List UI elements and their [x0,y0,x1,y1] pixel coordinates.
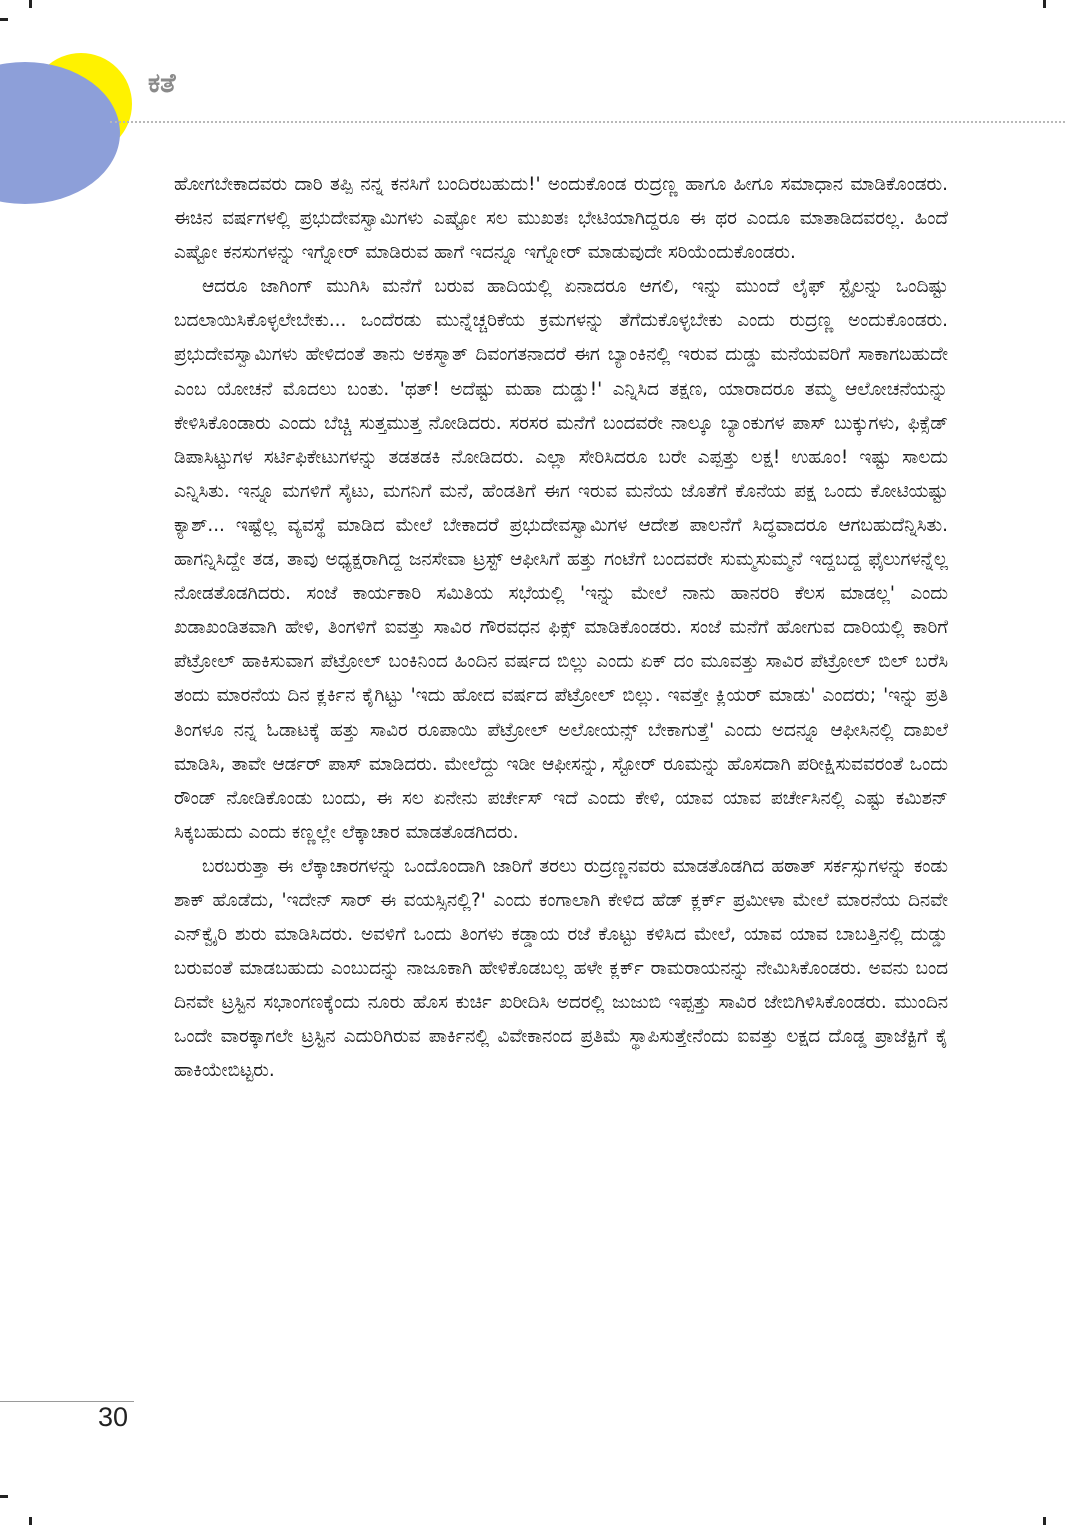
crop-mark-top-right [1043,0,1046,8]
page-number: 30 [98,1402,129,1432]
story-body [174,168,948,1089]
header-dotted-divider [110,121,1065,123]
paragraph-2: ಆದರೂ ಜಾಗಿಂಗ್ ಮುಗಿಸಿ ಮನೆಗೆ ಬರುವ ಹಾದಿಯಲ್ಲಿ ಏನಾದರೂ ಆಗಲಿ, ಇನ್ನು ಮುಂದೆ ಲೈಫ್ ಸ್ಟೈಲನ್ನು ಒಂದಿಷ್ಟು ಬದಲಾಯಿಸಿಕೊಳ್ಳಲೇಬೇಕು... ಒಂದೆರಡು ಮುನ್ನೆಚ್ಚರಿಕೆಯ ಕ್ರಮಗಳನ್ನು ತೆಗೆದುಕೊಳ್ಳಬೇಕು ಎಂದು ರುದ್ರಣ್ಣ ಅಂದುಕೊಂಡರು. ಪ್ರಭುದೇವಸ್ವಾಮಿಗಳು ಹೇಳಿದಂತೆ ತಾನು ಅಕಸ್ಮಾತ್ ದಿವಂಗತನಾದರೆ ಈಗ ಬ್ಯಾಂಕಿನಲ್ಲಿ ಇರುವ ದುಡ್ಡು ಮನೆಯವರಿಗೆ ಸಾಕಾಗಬಹುದೇ ಎಂಬ ಯೋಚನೆ ಮೊದಲು ಬಂತು. 'ಥತ್! ಅದೆಷ್ಟು ಮಹಾ ದುಡ್ಡು!' ಎನ್ನಿಸಿದ ತಕ್ಷಣ, ಯಾರಾದರೂ ತಮ್ಮ ಆಲೋಚನೆಯನ್ನು ಕೇಳಿಸಿಕೊಂಡಾರು ಎಂದು ಬೆಚ್ಚಿ ಸುತ್ತಮುತ್ತ ನೋಡಿದರು. ಸರಸರ ಮನೆಗೆ ಬಂದವರೇ ನಾಲ್ಕೂ ಬ್ಯಾಂಕುಗಳ ಪಾಸ್ ಬುಕ್ಕುಗಳು, ಫಿಕ್ಸೆಡ್ ಡಿಪಾಸಿಟ್ಟುಗಳ ಸರ್ಟಿಫಿಕೇಟುಗಳನ್ನು ತಡತಡಕಿ ನೋಡಿದರು. ಎಲ್ಲಾ ಸೇರಿಸಿದರೂ ಬರೇ ಎಪ್ಪತ್ತು ಲಕ್ಷ! ಉಹೂಂ! ಇಷ್ಟು ಸಾಲದು ಎನ್ನಿಸಿತು. ಇನ್ನೂ ಮಗಳಿಗೆ ಸೈಟು, ಮಗನಿಗೆ ಮನೆ, ಹೆಂಡತಿಗೆ ಈಗ ಇರುವ ಮನೆಯ ಜೊತೆಗೆ ಕೊನೆಯ ಪಕ್ಷ ಒಂದು ಕೋಟಿಯಷ್ಟು ಕ್ಯಾಶ್... ಇಷ್ಟೆಲ್ಲ ವ್ಯವಸ್ಥೆ ಮಾಡಿದ ಮೇಲೆ ಬೇಕಾದರೆ ಪ್ರಭುದೇವಸ್ವಾಮಿಗಳ ಆದೇಶ ಪಾಲನೆಗೆ ಸಿದ್ಧವಾದರೂ ಆಗಬಹುದೆನ್ನಿಸಿತು. ಹಾಗನ್ನಿಸಿದ್ದೇ ತಡ, ತಾವು ಅಧ್ಯಕ್ಷರಾಗಿದ್ದ ಜನಸೇವಾ ಟ್ರಸ್ಟ್ ಆಫೀಸಿಗೆ ಹತ್ತು ಗಂಟೆಗೆ ಬಂದವರೇ ಸುಮ್ಮಸುಮ್ಮನೆ ಇದ್ದಬದ್ದ ಫೈಲುಗಳನ್ನೆಲ್ಲ ನೋಡತೊಡಗಿದರು. ಸಂಜೆ ಕಾರ್ಯಕಾರಿ ಸಮಿತಿಯ ಸಭೆಯಲ್ಲಿ 'ಇನ್ನು ಮೇಲೆ ನಾನು ಹಾನರರಿ ಕೆಲಸ ಮಾಡಲ್ಲ' ಎಂದು ಖಡಾಖಂಡಿತವಾಗಿ ಹೇಳಿ, ತಿಂಗಳಿಗೆ ಐವತ್ತು ಸಾವಿರ ಗೌರವಧನ ಫಿಕ್ಸ್ ಮಾಡಿಕೊಂಡರು. ಸಂಜೆ ಮನೆಗೆ ಹೋಗುವ ದಾರಿಯಲ್ಲಿ ಕಾರಿಗೆ ಪೆಟ್ರೋಲ್ ಹಾಕಿಸುವಾಗ ಪೆಟ್ರೋಲ್ ಬಂಕಿನಿಂದ ಹಿಂದಿನ ವರ್ಷದ ಬಿಲ್ಲು ಎಂದು ಏಕ್ ದಂ ಮೂವತ್ತು ಸಾವಿರ ಪೆಟ್ರೋಲ್ ಬಿಲ್ ಬರೆಸಿ ತಂದು ಮಾರನೆಯ ದಿನ ಕ್ಲರ್ಕಿನ ಕೈಗಿಟ್ಟು 'ಇದು ಹೋದ ವರ್ಷದ ಪೆಟ್ರೋಲ್ ಬಿಲ್ಲು. ಇವತ್ತೇ ಕ್ಲಿಯರ್ ಮಾಡು' ಎಂದರು; 'ಇನ್ನು ಪ್ರತಿ ತಿಂಗಳೂ ನನ್ನ ಓಡಾಟಕ್ಕೆ ಹತ್ತು ಸಾವಿರ ರೂಪಾಯಿ ಪೆಟ್ರೋಲ್ ಅಲೋಯನ್ಸ್ ಬೇಕಾಗುತ್ತೆ' ಎಂದು ಅದನ್ನೂ ಆಫೀಸಿನಲ್ಲಿ ದಾಖಲೆ ಮಾಡಿಸಿ, ತಾವೇ ಆರ್ಡರ್ ಪಾಸ್ ಮಾಡಿದರು. ಮೇಲೆದ್ದು ಇಡೀ ಆಫೀಸನ್ನು, ಸ್ಟೋರ್ ರೂಮನ್ನು ಹೊಸದಾಗಿ ಪರೀಕ್ಷಿಸುವವರಂತೆ ಒಂದು ರೌಂಡ್ ನೋಡಿಕೊಂಡು ಬಂದು, ಈ ಸಲ ಏನೇನು ಪರ್ಚೇಸ್ ಇದೆ ಎಂದು ಕೇಳಿ, ಯಾವ ಯಾವ ಪರ್ಚೇಸಿನಲ್ಲಿ ಎಷ್ಟು ಕಮಿಶನ್ ಸಿಕ್ಕಬಹುದು ಎಂದು ಕಣ್ಣಲ್ಲೇ ಲೆಕ್ಕಾಚಾರ ಮಾಡತೊಡಗಿದರು. [174,276,948,843]
crop-mark-bottom-center [29,1517,32,1525]
crop-mark-top-left [0,18,8,21]
crop-mark-bottom-right [1043,1517,1046,1525]
crop-mark-bottom-left [0,1495,8,1498]
paragraph-1: ಹೋಗಬೇಕಾದವರು ದಾರಿ ತಪ್ಪಿ ನನ್ನ ಕನಸಿಗೆ ಬಂದಿರಬಹುದು!' ಅಂದುಕೊಂಡ ರುದ್ರಣ್ಣ ಹಾಗೂ ಹೀಗೂ ಸಮಾಧಾನ ಮಾಡಿಕೊಂಡರು. ಈಚಿನ ವರ್ಷಗಳಲ್ಲಿ ಪ್ರಭುದೇವಸ್ವಾಮಿಗಳು ಎಷ್ಟೋ ಸಲ ಮುಖತಃ ಭೇಟಿಯಾಗಿದ್ದರೂ ಈ ಥರ ಎಂದೂ ಮಾತಾಡಿದವರಲ್ಲ. ಹಿಂದೆ ಎಷ್ಟೋ ಕನಸುಗಳನ್ನು ಇಗ್ನೋರ್ ಮಾಡಿರುವ ಹಾಗೆ ಇದನ್ನೂ ಇಗ್ನೋರ್ ಮಾಡುವುದೇ ಸರಿಯೆಂದುಕೊಂಡರು. [174,174,948,264]
paragraph-3: ಬರಬರುತ್ತಾ ಈ ಲೆಕ್ಕಾಚಾರಗಳನ್ನು ಒಂದೊಂದಾಗಿ ಜಾರಿಗೆ ತರಲು ರುದ್ರಣ್ಣನವರು ಮಾಡತೊಡಗಿದ ಹಠಾತ್ ಸರ್ಕಸ್ಸುಗಳನ್ನು ಕಂಡು ಶಾಕ್ ಹೊಡೆದು, 'ಇದೇನ್ ಸಾರ್ ಈ ವಯಸ್ಸಿನಲ್ಲಿ?' ಎಂದು ಕಂಗಾಲಾಗಿ ಕೇಳಿದ ಹೆಡ್ ಕ್ಲರ್ಕ್ ಪ್ರಮೀಳಾ ಮೇಲೆ ಮಾರನೆಯ ದಿನವೇ ಎನ್‌ಕ್ವೈರಿ ಶುರು ಮಾಡಿಸಿದರು. ಅವಳಿಗೆ ಒಂದು ತಿಂಗಳು ಕಡ್ಡಾಯ ರಜೆ ಕೊಟ್ಟು ಕಳಿಸಿದ ಮೇಲೆ, ಯಾವ ಯಾವ ಬಾಬತ್ತಿನಲ್ಲಿ ದುಡ್ಡು ಬರುವಂತೆ ಮಾಡಬಹುದು ಎಂಬುದನ್ನು ನಾಜೂಕಾಗಿ ಹೇಳಿಕೊಡಬಲ್ಲ ಹಳೇ ಕ್ಲರ್ಕ್ ರಾಮರಾಯನನ್ನು ನೇಮಿಸಿಕೊಂಡರು. ಅವನು ಬಂದ ದಿನವೇ ಟ್ರಸ್ಟಿನ ಸಭಾಂಗಣಕ್ಕೆಂದು ನೂರು ಹೊಸ ಕುರ್ಚಿ ಖರೀದಿಸಿ ಅದರಲ್ಲಿ ಜುಜುಬಿ ಇಪ್ಪತ್ತು ಸಾವಿರ ಜೇಬಿಗಿಳಿಸಿಕೊಂಡರು. ಮುಂದಿನ ಒಂದೇ ವಾರಕ್ಕಾಗಲೇ ಟ್ರಸ್ಟಿನ ಎದುರಿಗಿರುವ ಪಾರ್ಕಿನಲ್ಲಿ ವಿವೇಕಾನಂದ ಪ್ರತಿಮೆ ಸ್ಥಾಪಿಸುತ್ತೇನೆಂದು ಐವತ್ತು ಲಕ್ಷದ ದೊಡ್ಡ ಪ್ರಾಜೆಕ್ಟಿಗೆ ಕೈ ಹಾಕಿಯೇಬಿಟ್ಟರು. [174,855,948,1082]
crop-mark-top-center [29,0,32,8]
section-title: ಕತೆ [148,68,176,99]
